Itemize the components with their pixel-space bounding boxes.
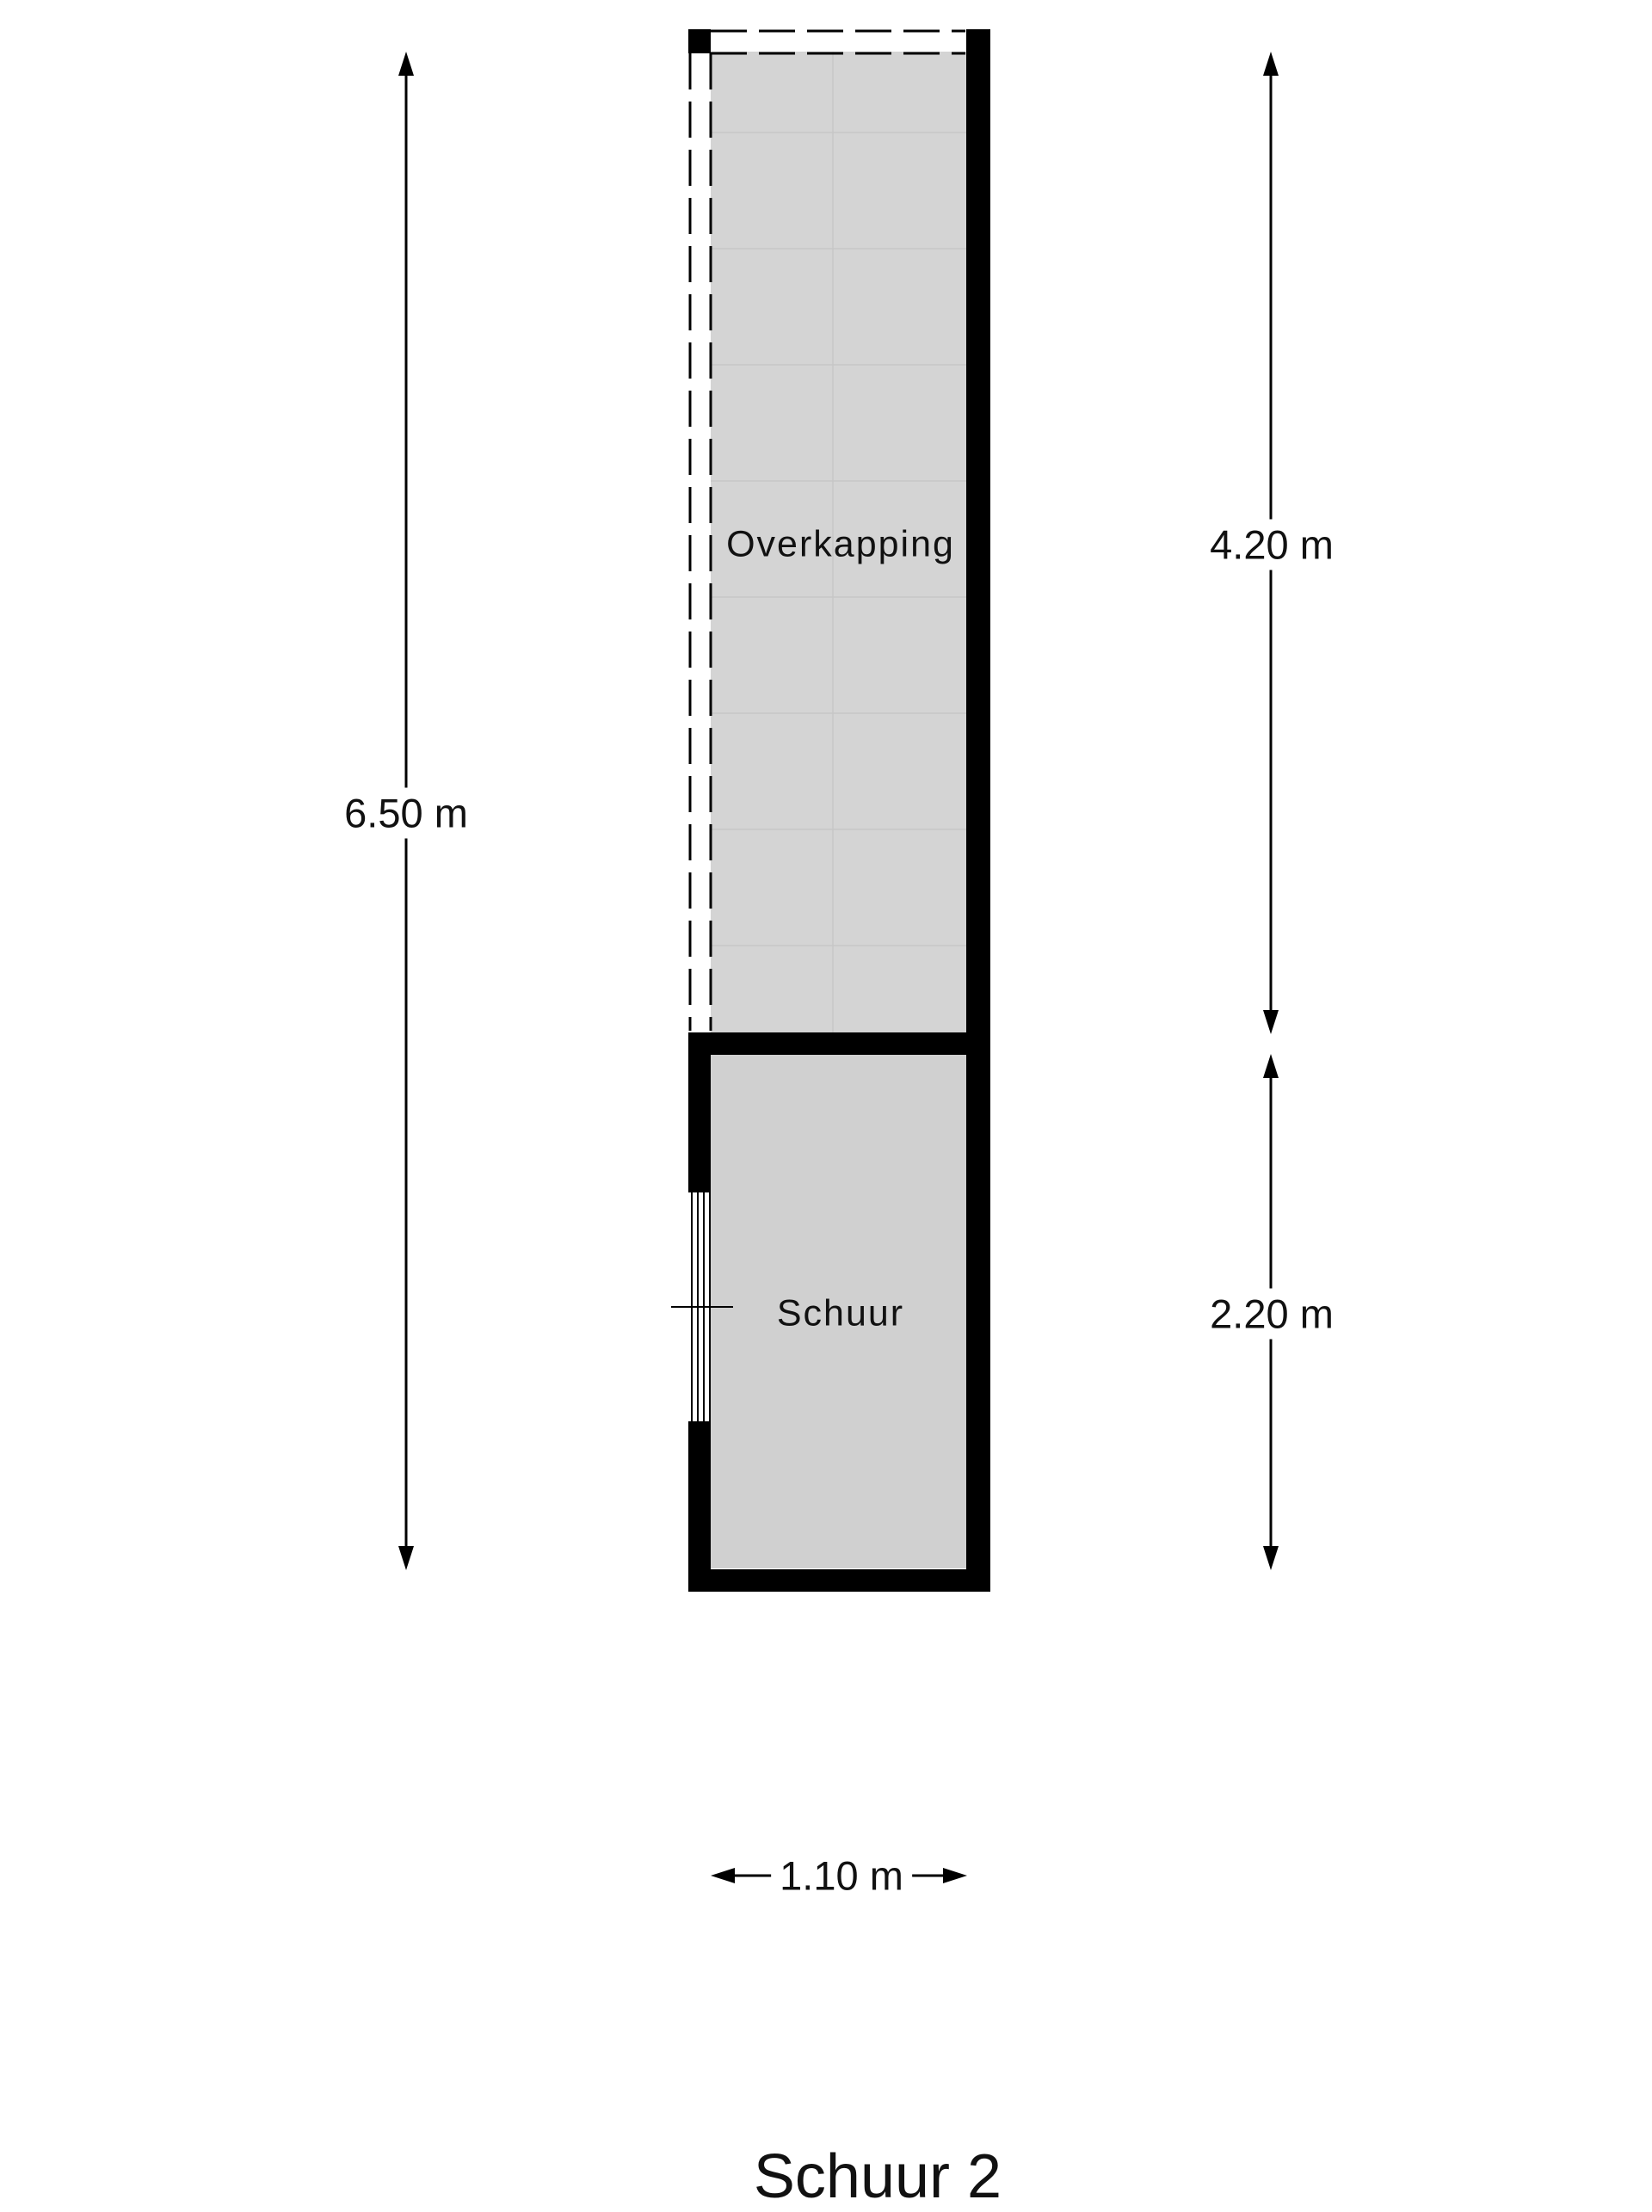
dimension-label-schuur: 2.20 m xyxy=(1206,1289,1337,1340)
dimension-label-width: 1.10 m xyxy=(771,1856,912,1896)
dimension-label-total: 6.50 m xyxy=(341,788,472,839)
dimension-label-overkapping: 4.20 m xyxy=(1206,520,1337,570)
room-label-schuur: Schuur xyxy=(776,1292,905,1334)
room-label-overkapping: Overkapping xyxy=(726,523,955,565)
plan-title: Schuur 2 xyxy=(753,2142,1002,2211)
